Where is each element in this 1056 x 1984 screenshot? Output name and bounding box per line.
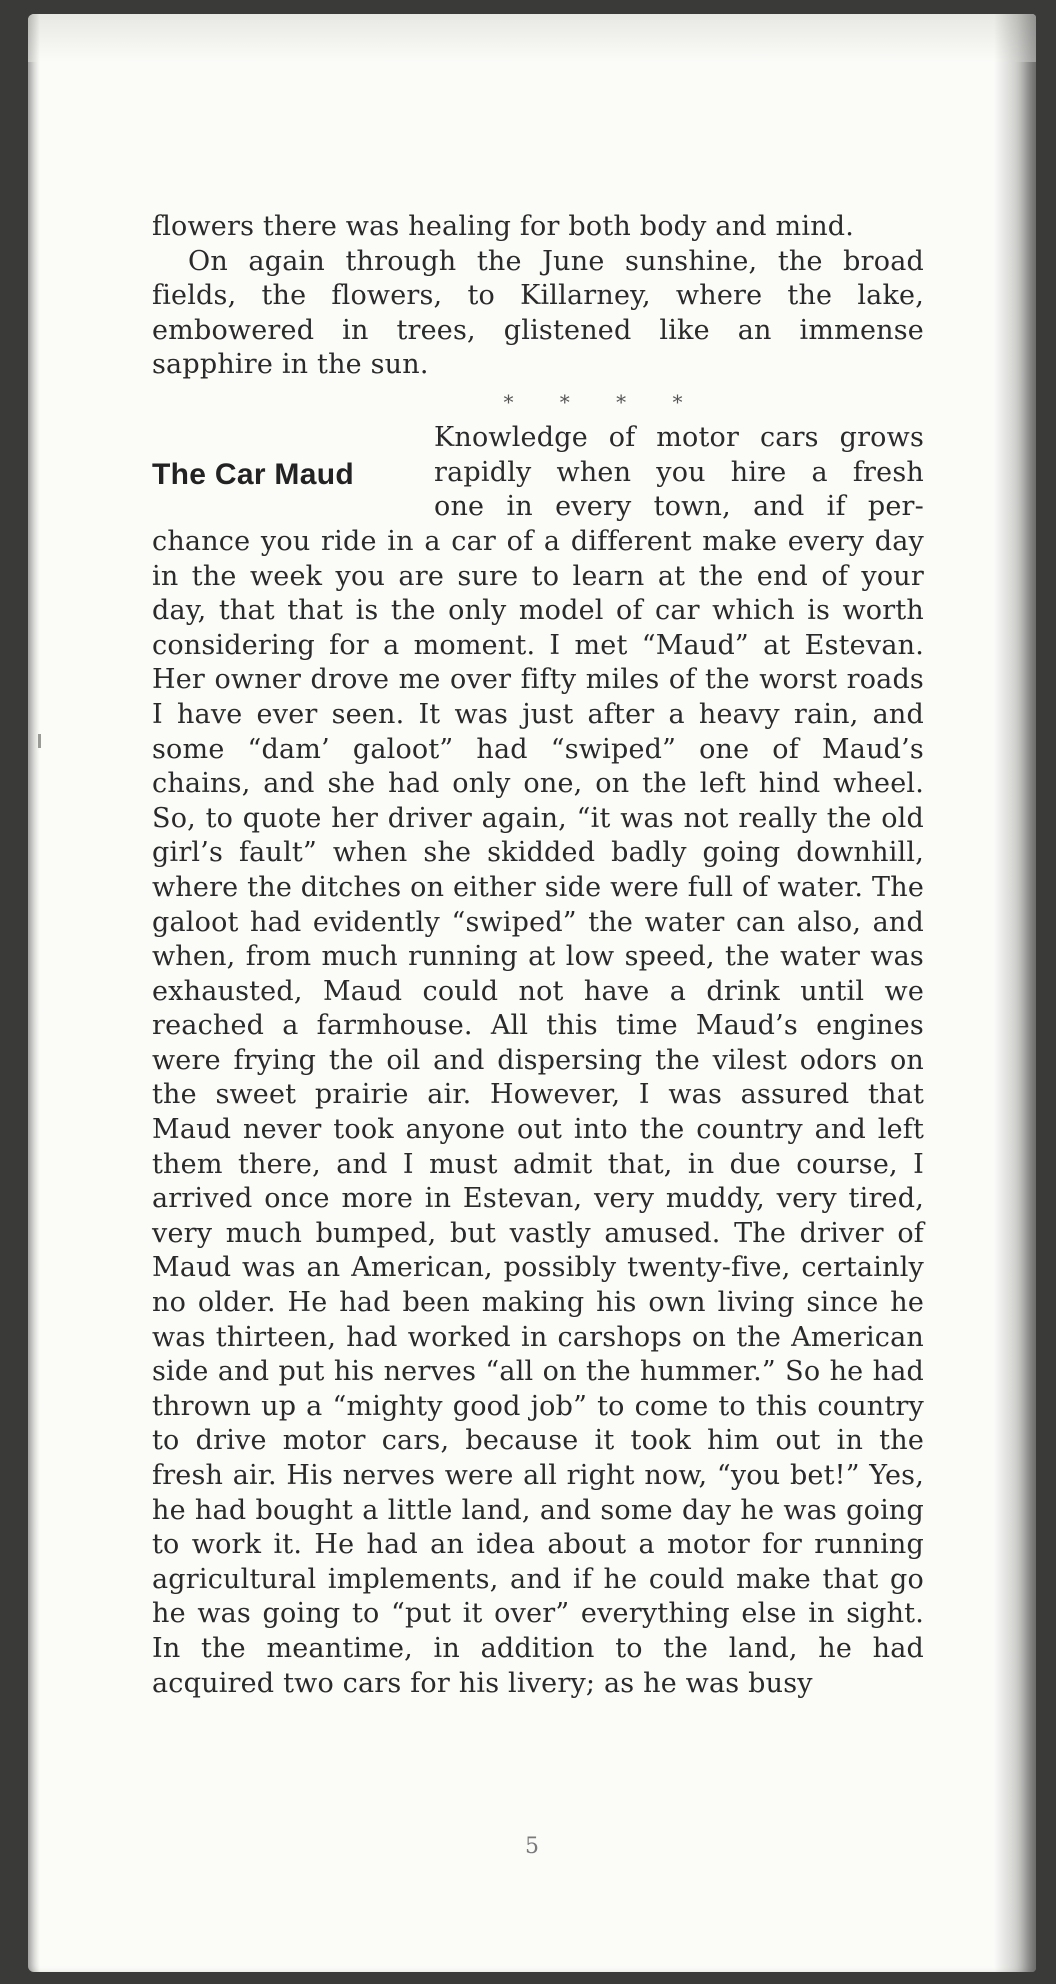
- page-left-fold: [28, 14, 40, 1972]
- paragraph-killarney: On again through the June sunshine, the broad fields, the flowers, to Killarney, where the lake, embowered in trees, glistened like an immense sapphire in the sun.: [152, 245, 924, 381]
- paragraph-car-maud: chance you ride in a car of a different make every day in the week you are sure to learn at the end of your day, that that is the only model of car which is worth considering for a moment. I met “Maud” at Estevan. Her owner drove me over fifty miles of the worst roads I have ever seen. It was just after a heavy rain, and some “dam’ galoot” had “swiped” one of Maud’s chains, and she had only one, on the left hind wheel. So, to quote her driver again, “it was not really the old girl’s fault” when she skidded badly going downhill, where the ditches on either side were full of water. The galoot had evidently “swiped” the water can also, and when, from much running at low speed, the water was exhausted, Maud could not have a drink until we reached a farmhouse. All this time Maud’s engines were frying the oil and dispersing the vilest odors on the sweet prairie air. However, I was assured that Maud never took anyone out into the country and left them there, and I must admit that, in due course, I arrived once more in Estevan, very muddy, very tired, very much bumped, but vastly amused. The driver of Maud was an American, possibly twenty-five, certainly no older. He had been making his own living since he was thirteen, had worked in carshops on the American side and put his nerves “all on the hummer.” So he had thrown up a “mighty good job” to come to this country to drive motor cars, because it took him out in the fresh air. His nerves were all right now, “you bet!” Yes, he had bought a little land, and some day he was going to work it. He had an idea about a motor for running agricultural implements, and if he could make that go he was going to “put it over” everything else in sight. In the meantime, in addition to the land, he had acquired two cars for his livery; as he was busy: [152, 525, 924, 1699]
- paragraph-continuation: flowers there was healing for both body and mind.: [152, 211, 855, 242]
- section-heading: The Car Maud: [152, 457, 354, 491]
- side-line-3: one in every town, and if per-: [434, 491, 924, 523]
- page-number: 5: [525, 1834, 539, 1859]
- book-page: [28, 14, 1036, 1972]
- margin-mark: [38, 734, 41, 748]
- page-top-edge: [28, 14, 1036, 62]
- section-separator: * * * *: [503, 389, 703, 414]
- side-line-2: rapidly when you hire a fresh: [434, 456, 924, 488]
- page-text: [152, 210, 924, 1701]
- page-spine-shadow: [994, 14, 1036, 1972]
- section-opening: [152, 421, 924, 525]
- side-line-1: Knowledge of motor cars grows: [434, 421, 924, 453]
